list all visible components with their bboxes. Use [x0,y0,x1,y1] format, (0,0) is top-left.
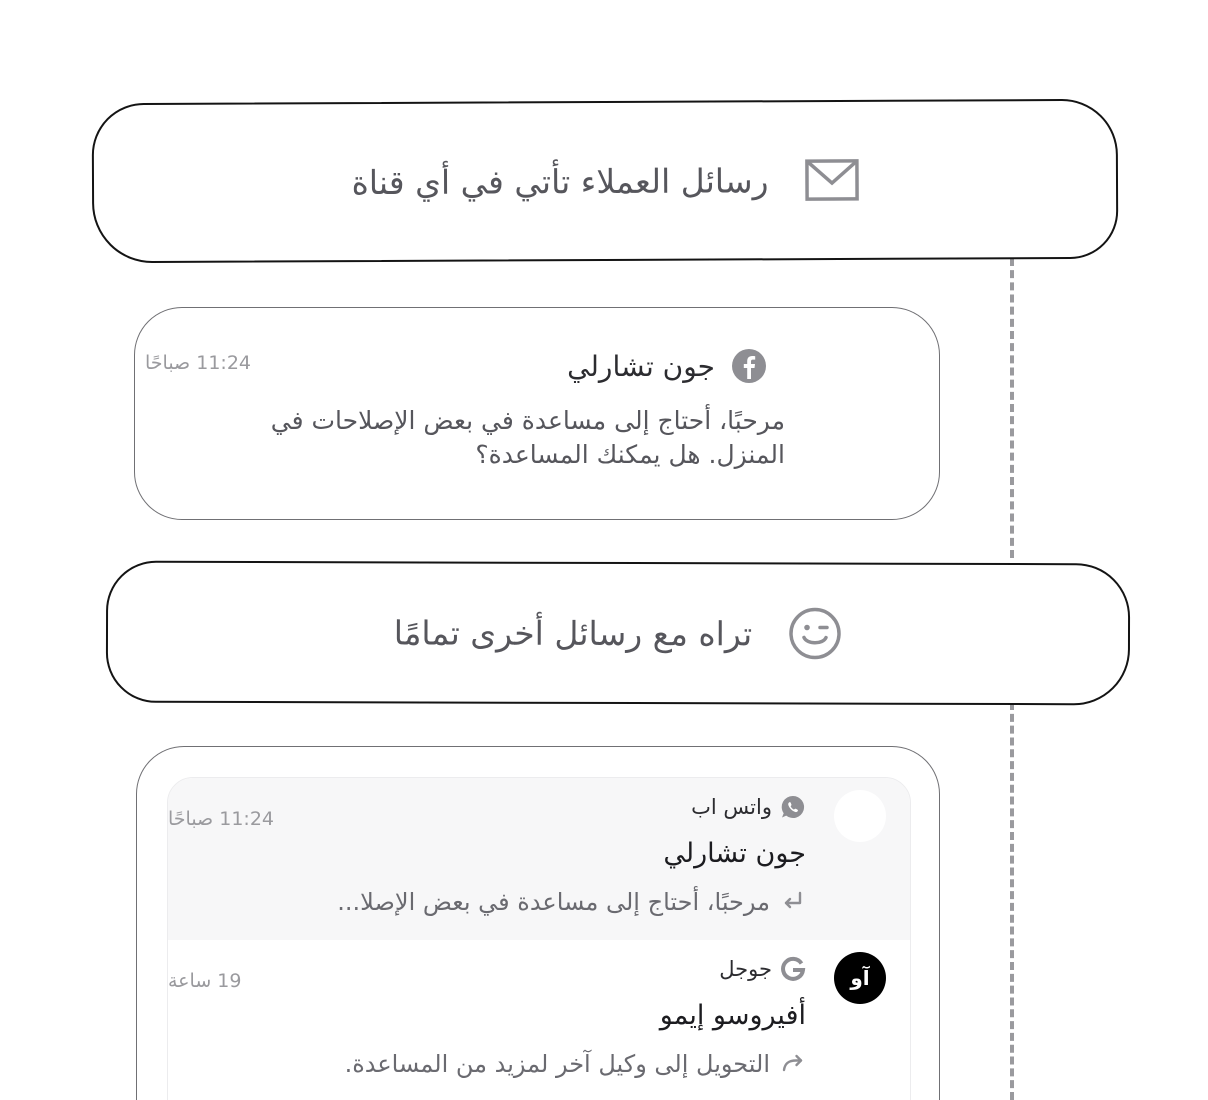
inbox-card [136,746,940,1100]
contact-name: أفيروسو إيمو [659,1000,806,1031]
conversation-list [167,777,911,1100]
reply-icon [780,889,806,915]
channel-name: واتس اب [691,795,772,819]
banner-text: تراه مع رسائل أخرى تمامًا [393,612,753,653]
banner-any-channel [92,99,1119,263]
forward-icon [780,1051,806,1077]
connector-line [1010,702,1014,1100]
conversation-channel [691,794,806,820]
message-sender [567,348,767,384]
message-time: 11:24 صباحًا [145,352,251,374]
preview-text: مرحبًا، أحتاج إلى مساعدة في بعض الإصلا... [337,888,770,916]
avatar [834,790,886,842]
message-body: مرحبًا، أحتاج إلى مساعدة في بعض الإصلاحات في المنزل. هل يمكنك المساعدة؟ [270,406,785,469]
message-preview [345,1050,806,1078]
banner-same-as-others [106,561,1130,706]
conversation-time: 11:24 صباحًا [168,808,274,830]
preview-text: التحويل إلى وكيل آخر لمزيد من المساعدة. [344,1050,770,1078]
connector-line [1010,258,1014,558]
sender-name: جون تشارلي [567,349,715,383]
mail-icon [804,159,858,201]
smiley-wink-icon [788,606,842,660]
conversation-time: 19 ساعة [168,970,242,992]
facebook-icon [731,348,767,384]
google-icon [780,956,806,982]
conversation-item[interactable] [168,940,910,1100]
message-preview [337,888,806,916]
conversation-item[interactable] [168,778,910,940]
contact-name: جون تشارلي [663,838,806,869]
avatar: آو [834,952,886,1004]
conversation-channel [719,956,806,982]
channel-name: جوجل [719,957,772,981]
whatsapp-icon [780,794,806,820]
incoming-message-card[interactable] [134,307,940,520]
banner-text: رسائل العملاء تأتي في أي قناة [351,160,769,202]
